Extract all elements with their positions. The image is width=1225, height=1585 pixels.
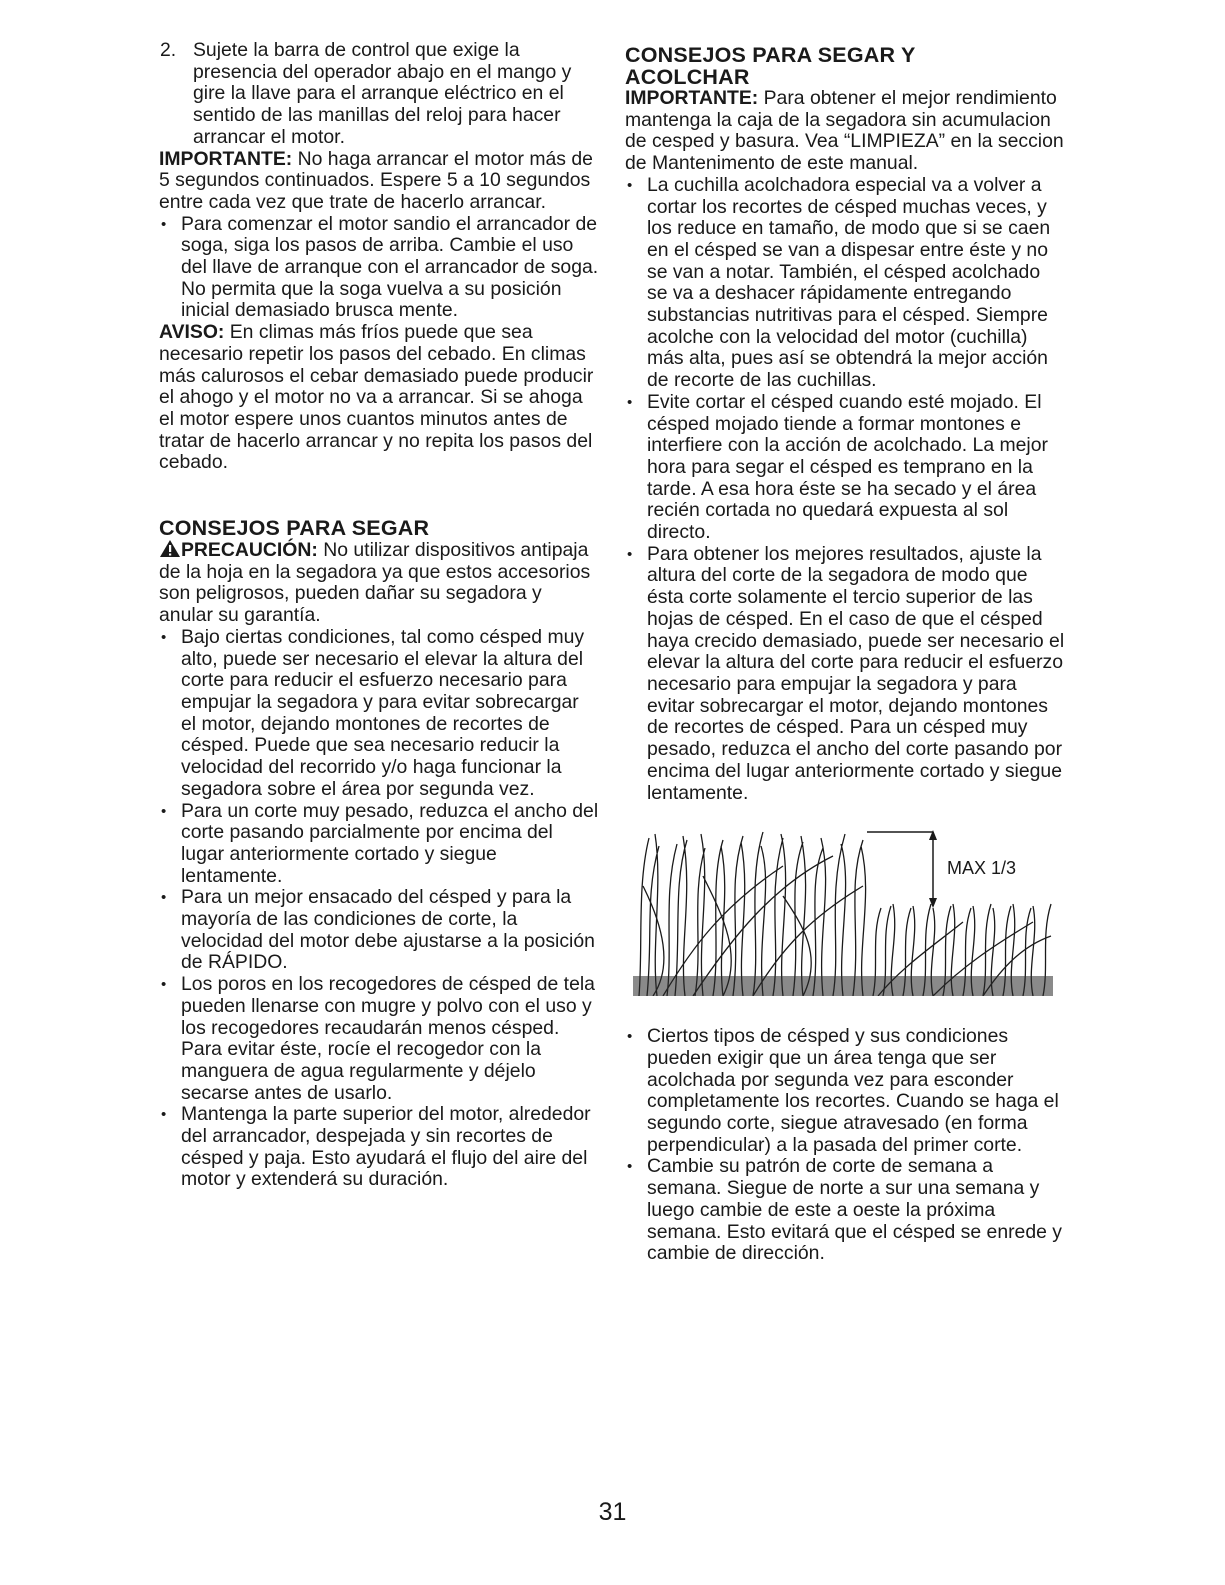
aviso-text: En climas más fríos puede que sea necesario repetir los pasos del cebado. En climas más calurosos el cebar demasiado puede producir el ahogo y el motor no va a arrancar. Si se ahoga el motor espere unos cuantos minutos antes de tratar de hacerlo arrancar y no repita los pasos del cebado. [159, 321, 594, 474]
list-item: • Mantenga la parte superior del motor, alrededor del arrancador, despejada y sin recortes de césped y paja. Esto ayudará el flujo del aire del motor y extenderá su duración. [159, 1104, 599, 1191]
step-text: Sujete la barra de control que exige la presencia del operador abajo en el mango y gire la llave para el arranque eléctrico en el sentido de las manillas del reloj para hacer arrancar el motor. [193, 39, 572, 148]
list-item: • Para un mejor ensacado del césped y para la mayoría de las condiciones de corte, la velocidad del motor debe ajustarse a la posición de RÁPIDO. [159, 887, 599, 974]
mowing-tips-list [159, 627, 599, 1191]
list-item: • Para obtener los mejores resultados, ajuste la altura del corte de la segadora de modo que ésta corte solamente el tercio superior de las hojas de césped. En el caso de que el césped haya crecido demasiado, puede ser necesario el elevar la altura del corte para reducir el esfuerzo necesario para empujar la segadora y para evitar sobrecargar el motor, dejando montones de recortes de césped. Para un césped muy pesado, reduzca el ancho del corte pasando por encima del lugar anteriormente cortado y siegue lentamente. [625, 544, 1065, 804]
important-text: Para obtener el mejor rendimiento mantenga la caja de la segadora sin acumulacion de cesped y basura. Vea “LIMPIEZA” en la seccion de Mantenimento de este manual. [625, 87, 1064, 175]
aviso-label: AVISO: [159, 321, 225, 344]
mulching-tips-list-2 [625, 1026, 1065, 1265]
caution-label: PRECAUCIÓN: [181, 539, 318, 562]
list-item: • Evite cortar el césped cuando esté mojado. El césped mojado tiende a formar montones e interfiere con la acción de acolchado. La mejor hora para segar el césped es temprano en la tarde. A esa hora éste se ha secado y el área recién cortada no quedará expuesta al sol directo. [625, 392, 1065, 544]
step-number: 2. [160, 39, 177, 61]
max-height-label: MAX 1/3 [947, 858, 1017, 879]
section-heading-mulching: CONSEJOS PARA SEGAR Y ACOLCHAR [625, 43, 916, 89]
grass-height-illustration [633, 826, 1053, 996]
important-note [159, 149, 599, 214]
list-item: • La cuchilla acolchadora especial va a volver a cortar los recortes de césped muchas veces, y los reduce en tamaño, de modo que si se caen en el césped se van a dispesar entre éste y no se van a notar. También, el césped acolchado se va a deshacer rápidamente entregando substancias nutritivas para el césped. Siempre acolche con la velocidad del motor (cuchilla) más alta, pues así se obtendrá la mejor acción de recorte de las cuchillas. [625, 175, 1065, 392]
rope-start-list [159, 214, 599, 323]
right-column [625, 40, 1065, 1265]
list-item: • Cambie su patrón de corte de semana a semana. Siegue de norte a sur una semana y luego cambie de este a oeste la próxima semana. Esto evitará que el césped se enrede y cambie de dirección. [625, 1156, 1065, 1265]
list-item: • Para comenzar el motor sandio el arrancador de soga, siga los pasos de arriba. Cambie el uso del llave de arranque con el arrancador de soga. No permita que la soga vuelva a su posición inicial demasiado brusca mente. [159, 214, 599, 323]
steps-list [159, 40, 599, 149]
mulching-tips-list [625, 175, 1065, 804]
important-note [625, 88, 1065, 175]
list-item: • Para un corte muy pesado, reduzca el ancho del corte pasando parcialmente por encima del lugar anteriormente cortado y siegue lentamente. [159, 801, 599, 888]
list-item: • Bajo ciertas condiciones, tal como césped muy alto, puede ser necesario el elevar la altura del corte para reducir el esfuerzo necesario para empujar la segadora y para evitar sobrecargar el motor, dejando montones de recortes de césped. Puede que sea necesario reducir la velocidad del recorrido y/o haga funcionar la segadora sobre el área por segunda vez. [159, 627, 599, 801]
page-number: 31 [598, 1498, 627, 1526]
left-column [159, 40, 599, 1191]
important-label: IMPORTANTE: [159, 147, 293, 170]
caution-text: No utilizar dispositivos antipaja de la hoja en la segadora ya que estos accesorios son peligrosos, pueden dañar su segadora y anular su garantía. [159, 539, 591, 627]
important-text: No haga arrancar el motor más de 5 segundos continuados. Espere 5 a 10 segundos entre cada vez que trate de hacerlo arrancar. [159, 147, 593, 213]
list-item: • Los poros en los recogedores de césped de tela pueden llenarse con mugre y polvo con el uso y los recogedores recaudarán menos césped. Para evitar éste, rocíe el recogedor con la manguera de agua regularmente y déjelo secarse antes de usarlo. [159, 974, 599, 1104]
caution-note [159, 539, 599, 627]
aviso-note [159, 322, 599, 474]
step-item [159, 40, 599, 149]
important-label: IMPORTANTE: [625, 87, 759, 109]
warning-triangle-icon [159, 539, 181, 558]
section-heading-mowing: CONSEJOS PARA SEGAR [159, 516, 430, 541]
list-item: • Ciertos tipos de césped y sus condiciones pueden exigir que un área tenga que ser acolchada por segunda vez para esconder completamente los recortes. Cuando se haga el segundo corte, siegue atravesado (en forma perpendicular) a la pasada del primer corte. [625, 1026, 1065, 1156]
